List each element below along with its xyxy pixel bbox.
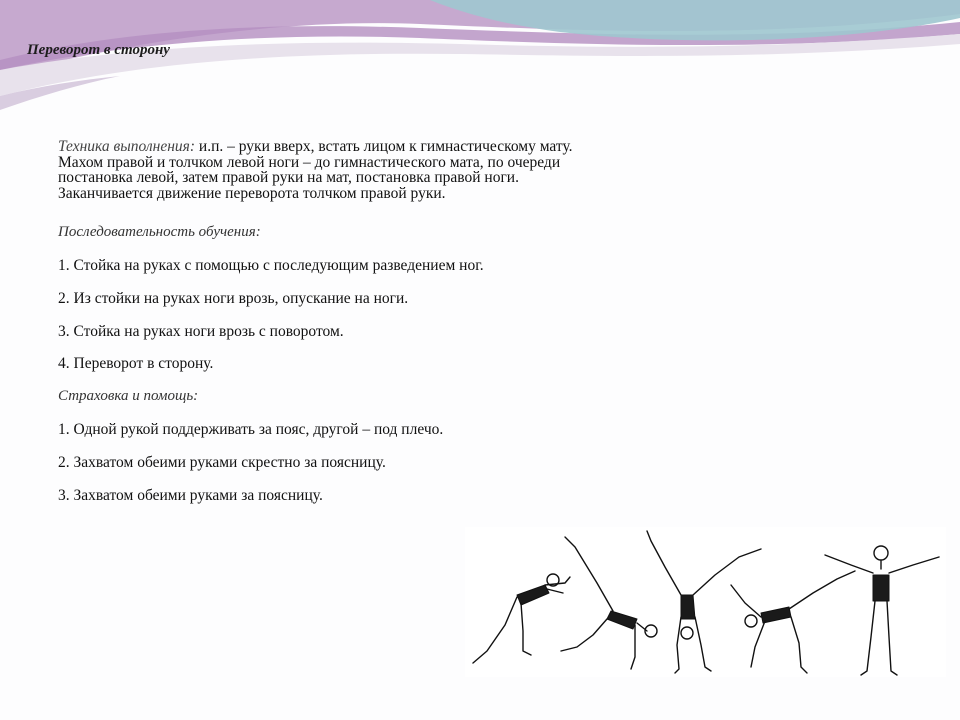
spotting-item: 3. Захватом обеими руками за поясницу.	[58, 487, 323, 504]
technique-line: Махом правой и толчком левой ноги – до гимнастического мата, по очереди	[58, 153, 561, 171]
cartwheel-sequence-figures-icon	[465, 527, 946, 677]
technique-line: Заканчивается движение переворота толчком правой руки.	[58, 184, 446, 202]
gymnast-figure-5	[825, 546, 939, 675]
technique-line: и.п. – руки вверх, встать лицом к гимнастическому мату.	[195, 138, 573, 155]
technique-paragraph	[58, 139, 918, 201]
sequence-item: 2. Из стойки на руках ноги врозь, опускание на ноги.	[58, 290, 409, 307]
spotting-item: 1. Одной рукой поддерживать за пояс, другой – под плечо.	[58, 421, 444, 438]
spotting-heading: Страховка и помощь:	[58, 388, 199, 404]
gymnast-figure-2	[561, 537, 657, 669]
gymnast-figure-1	[473, 574, 570, 663]
sequence-item: 1. Стойка на руках с помощью с последующим разведением ног.	[58, 257, 484, 274]
technique-label: Техника выполнения:	[58, 138, 196, 155]
spotting-item: 2. Захватом обеими руками скрестно за поясницу.	[58, 454, 386, 471]
sequence-item: 3. Стойка на руках ноги врозь с поворотом.	[58, 323, 344, 340]
technique-line: постановка левой, затем правой руки на мат, постановка правой ноги.	[58, 169, 519, 186]
slide-title: Переворот в сторону	[27, 42, 170, 58]
cartwheel-illustration	[465, 527, 946, 677]
sequence-item: 4. Переворот в сторону.	[58, 355, 214, 372]
gymnast-figure-4	[731, 571, 855, 673]
sequence-heading: Последовательность обучения:	[58, 224, 261, 240]
header-wave-decoration	[0, 0, 960, 140]
